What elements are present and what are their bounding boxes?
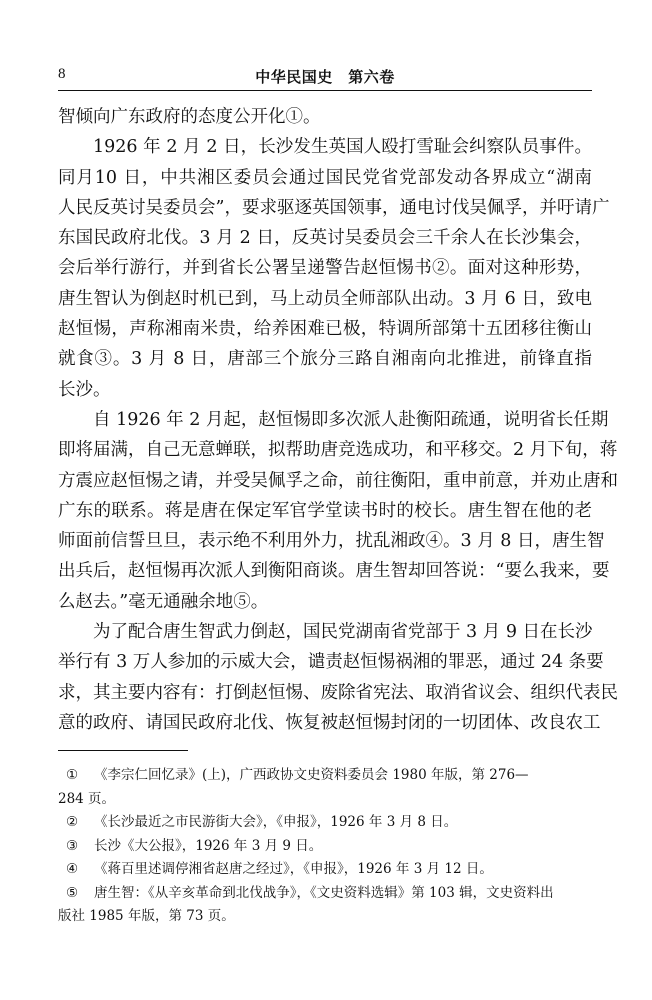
- footnote-text: 长沙《大公报》，1926 年 3 月 9 日。: [94, 837, 323, 854]
- text-line: 广东的联系。蒋是唐在保定军官学堂读书时的校长。唐生智在他的老: [58, 500, 592, 521]
- paragraph: [58, 102, 592, 132]
- text-line: 求，其主要内容有：打倒赵恒惕、废除省宪法、取消省议会、组织代表民: [58, 682, 618, 703]
- paragraph: [58, 132, 610, 405]
- footnote-text: 284 页。: [58, 790, 116, 807]
- footnote-mark: ⑤: [66, 884, 79, 901]
- footnote: [58, 811, 592, 835]
- page-number: 8: [58, 66, 66, 82]
- footnote: [58, 858, 592, 882]
- footnote-divider: [58, 750, 188, 751]
- text-line: 意的政府、请国民政府北伐、恢复被赵恒惕封闭的一切团体、改良农工: [58, 712, 601, 733]
- footnotes: [58, 764, 592, 929]
- paragraph: [58, 405, 618, 617]
- footnote-mark: ①: [66, 767, 79, 783]
- page-header: [58, 66, 592, 91]
- text-line: 赵恒惕，声称湘南米贵，给养困难已极，特调所部第十五团移往衡山: [58, 319, 592, 340]
- footnote: [58, 764, 592, 811]
- text-line: 东国民政府北伐。3 月 2 日，反英讨吴委员会三千余人在长沙集会，: [58, 228, 592, 249]
- body-text: [58, 102, 618, 738]
- footnote-mark: ④: [66, 861, 79, 877]
- text-line: 同月10 日，中共湘区委员会通过国民党省党部发动各界成立“湖南: [58, 167, 592, 188]
- text-line: 长沙。: [58, 379, 111, 400]
- text-line: 智倾向广东政府的态度公开化①。: [58, 107, 321, 127]
- footnote-mark: ③: [66, 837, 79, 854]
- footnote-text: 版社 1985 年版，第 73 页。: [58, 908, 235, 924]
- text-line: 师面前信誓旦旦，表示绝不利用外力，扰乱湘政④。3 月 8 日，唐生智: [58, 531, 605, 552]
- footnote-text: 唐生智：《从辛亥革命到北伐战争》，《文史资料选辑》第 103 辑，文史资料出: [94, 884, 554, 901]
- text-line: 为了配合唐生智武力倒赵，国民党湖南省党部于 3 月 9 日在长沙: [93, 622, 593, 643]
- footnote: [58, 835, 592, 859]
- text-line: 人民反英讨吴委员会”，要求驱逐英国领事，通电讨伐吴佩孚，并吁请广: [58, 197, 610, 218]
- paragraph: [58, 617, 618, 738]
- text-line: 自 1926 年 2 月起，赵恒惕即多次派人赴衡阳疏通，说明省长任期: [93, 409, 609, 430]
- footnote: [58, 882, 592, 929]
- footnote-text: 《蒋百里述调停湘省赵唐之经过》，《申报》，1926 年 3 月 12 日。: [94, 861, 493, 877]
- footnote-mark: ②: [66, 814, 79, 830]
- text-line: 会后举行游行，并到省长公署呈递警告赵恒惕书②。面对这种形势，: [58, 258, 592, 279]
- text-line: 方震应赵恒惕之请，并受吴佩孚之命，前往衡阳，重申前意，并劝止唐和: [58, 470, 618, 491]
- text-line: 唐生智认为倒赵时机已到，马上动员全师部队出动。3 月 6 日，致电: [58, 288, 592, 309]
- text-line: 么赵去。”毫无通融余地⑤。: [58, 591, 269, 612]
- text-line: 举行有 3 万人参加的示威大会，谴责赵恒惕祸湘的罪恶，通过 24 条要: [58, 652, 604, 673]
- text-line: 即将届满，自己无意蝉联，拟帮助唐竞选成功，和平移交。2 月下旬，蒋: [58, 440, 618, 461]
- footnote-text: 《李宗仁回忆录》(上)，广西政协文史资料委员会 1980 年版，第 276—: [94, 767, 529, 783]
- footnote-text: 《长沙最近之市民游街大会》，《申报》，1926 年 3 月 8 日。: [94, 814, 458, 830]
- text-line: 就食③。3 月 8 日，唐部三个旅分三路自湘南向北推进，前锋直指: [58, 349, 592, 370]
- text-line: 1926 年 2 月 2 日，长沙发生英国人殴打雪耻会纠察队员事件。: [93, 137, 592, 158]
- running-title: 中华民国史 第六卷: [255, 68, 395, 86]
- text-line: 出兵后，赵恒惕再次派人到衡阳商谈。唐生智却回答说：“要么我来，要: [58, 561, 610, 582]
